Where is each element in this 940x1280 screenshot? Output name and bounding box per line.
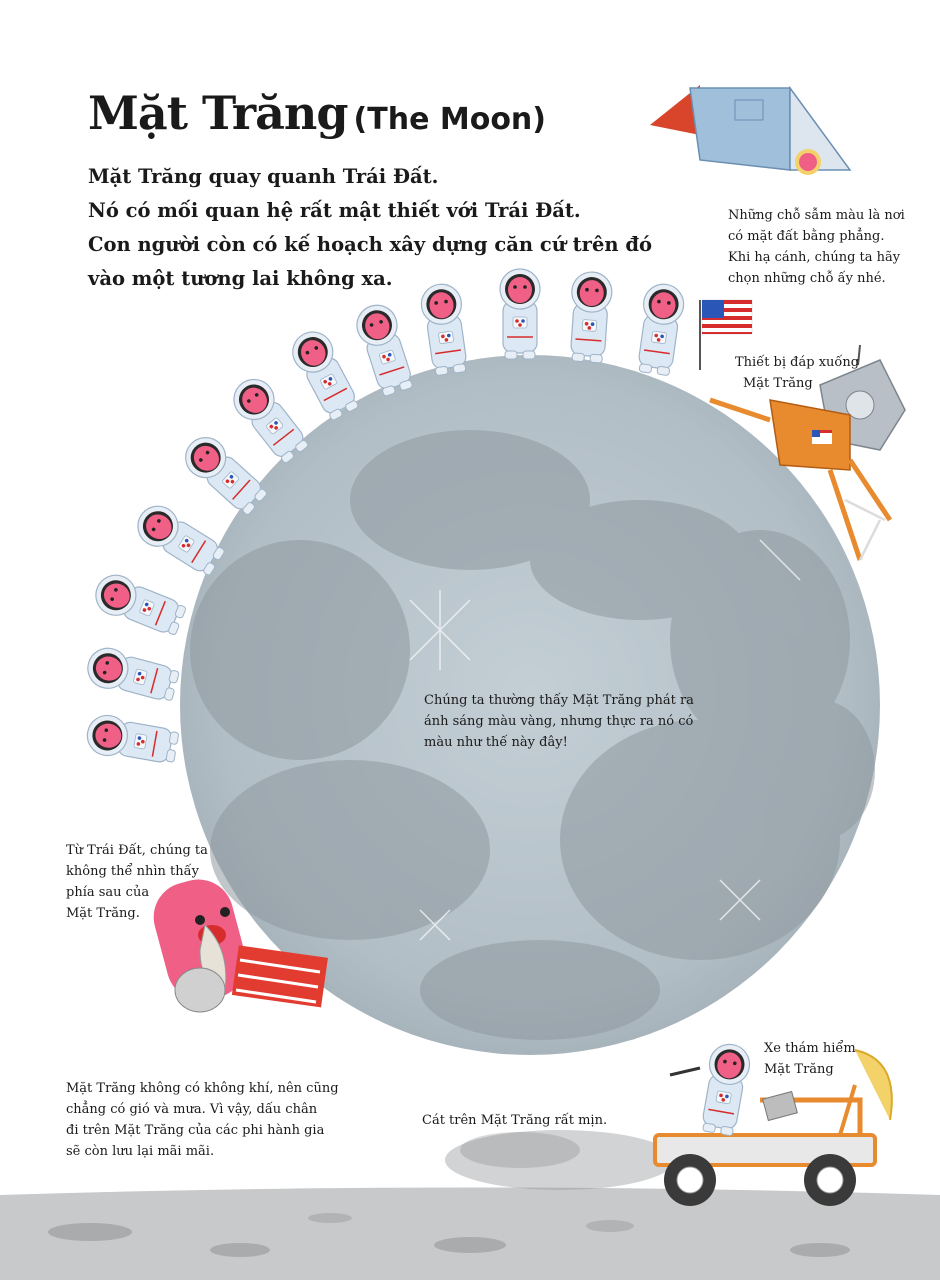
note-lander <box>735 352 859 394</box>
note-line: Mặt Trăng <box>764 1062 834 1077</box>
note-line: màu như thế này đây! <box>424 735 568 750</box>
note-line: Chúng ta thường thấy Mặt Trăng phát ra <box>424 693 694 708</box>
title-subtitle: (The Moon) <box>353 102 546 137</box>
note-line: không thể nhìn thấy <box>66 864 199 879</box>
note-far-side <box>66 840 208 924</box>
intro-paragraph <box>88 160 652 296</box>
note-line: Khi hạ cánh, chúng ta hãy <box>728 250 901 265</box>
note-line: Cát trên Mặt Trăng rất mịn. <box>422 1113 608 1128</box>
intro-line: Con người còn có kế hoạch xây dựng căn cứ trên đó <box>88 233 652 256</box>
note-sand <box>422 1110 607 1131</box>
note-line: chẳng có gió và mưa. Vì vậy, dấu chân <box>66 1102 318 1117</box>
intro-line: vào một tương lai không xa. <box>88 267 393 290</box>
note-rover <box>764 1038 856 1080</box>
page-title <box>88 86 546 140</box>
note-line: Xe thám hiểm <box>764 1041 856 1056</box>
note-moon-color <box>424 690 694 753</box>
note-line: Những chỗ sẫm màu là nơi <box>728 208 905 223</box>
note-line: Thiết bị đáp xuống <box>735 355 860 370</box>
intro-line: Nó có mối quan hệ rất mật thiết với Trái Đất. <box>88 199 581 222</box>
note-line: chọn những chỗ ấy nhé. <box>728 271 886 286</box>
note-line: Từ Trái Đất, chúng ta <box>66 843 208 858</box>
note-footprints <box>66 1078 339 1162</box>
note-line: Mặt Trăng. <box>66 906 140 921</box>
note-line: ánh sáng màu vàng, nhưng thực ra nó có <box>424 714 694 729</box>
note-line: có mặt đất bằng phẳng. <box>728 229 885 244</box>
title-text: Mặt Trăng <box>88 86 348 140</box>
note-dark-areas <box>728 205 905 289</box>
note-line: Mặt Trăng không có không khí, nên cũng <box>66 1081 339 1096</box>
note-line: đi trên Mặt Trăng của các phi hành gia <box>66 1123 325 1138</box>
note-line: phía sau của <box>66 885 150 900</box>
lunar-ground <box>0 1188 940 1280</box>
note-line: sẽ còn lưu lại mãi mãi. <box>66 1144 215 1159</box>
rocket <box>650 85 850 175</box>
note-line: Mặt Trăng <box>743 376 813 391</box>
intro-line: Mặt Trăng quay quanh Trái Đất. <box>88 165 439 188</box>
